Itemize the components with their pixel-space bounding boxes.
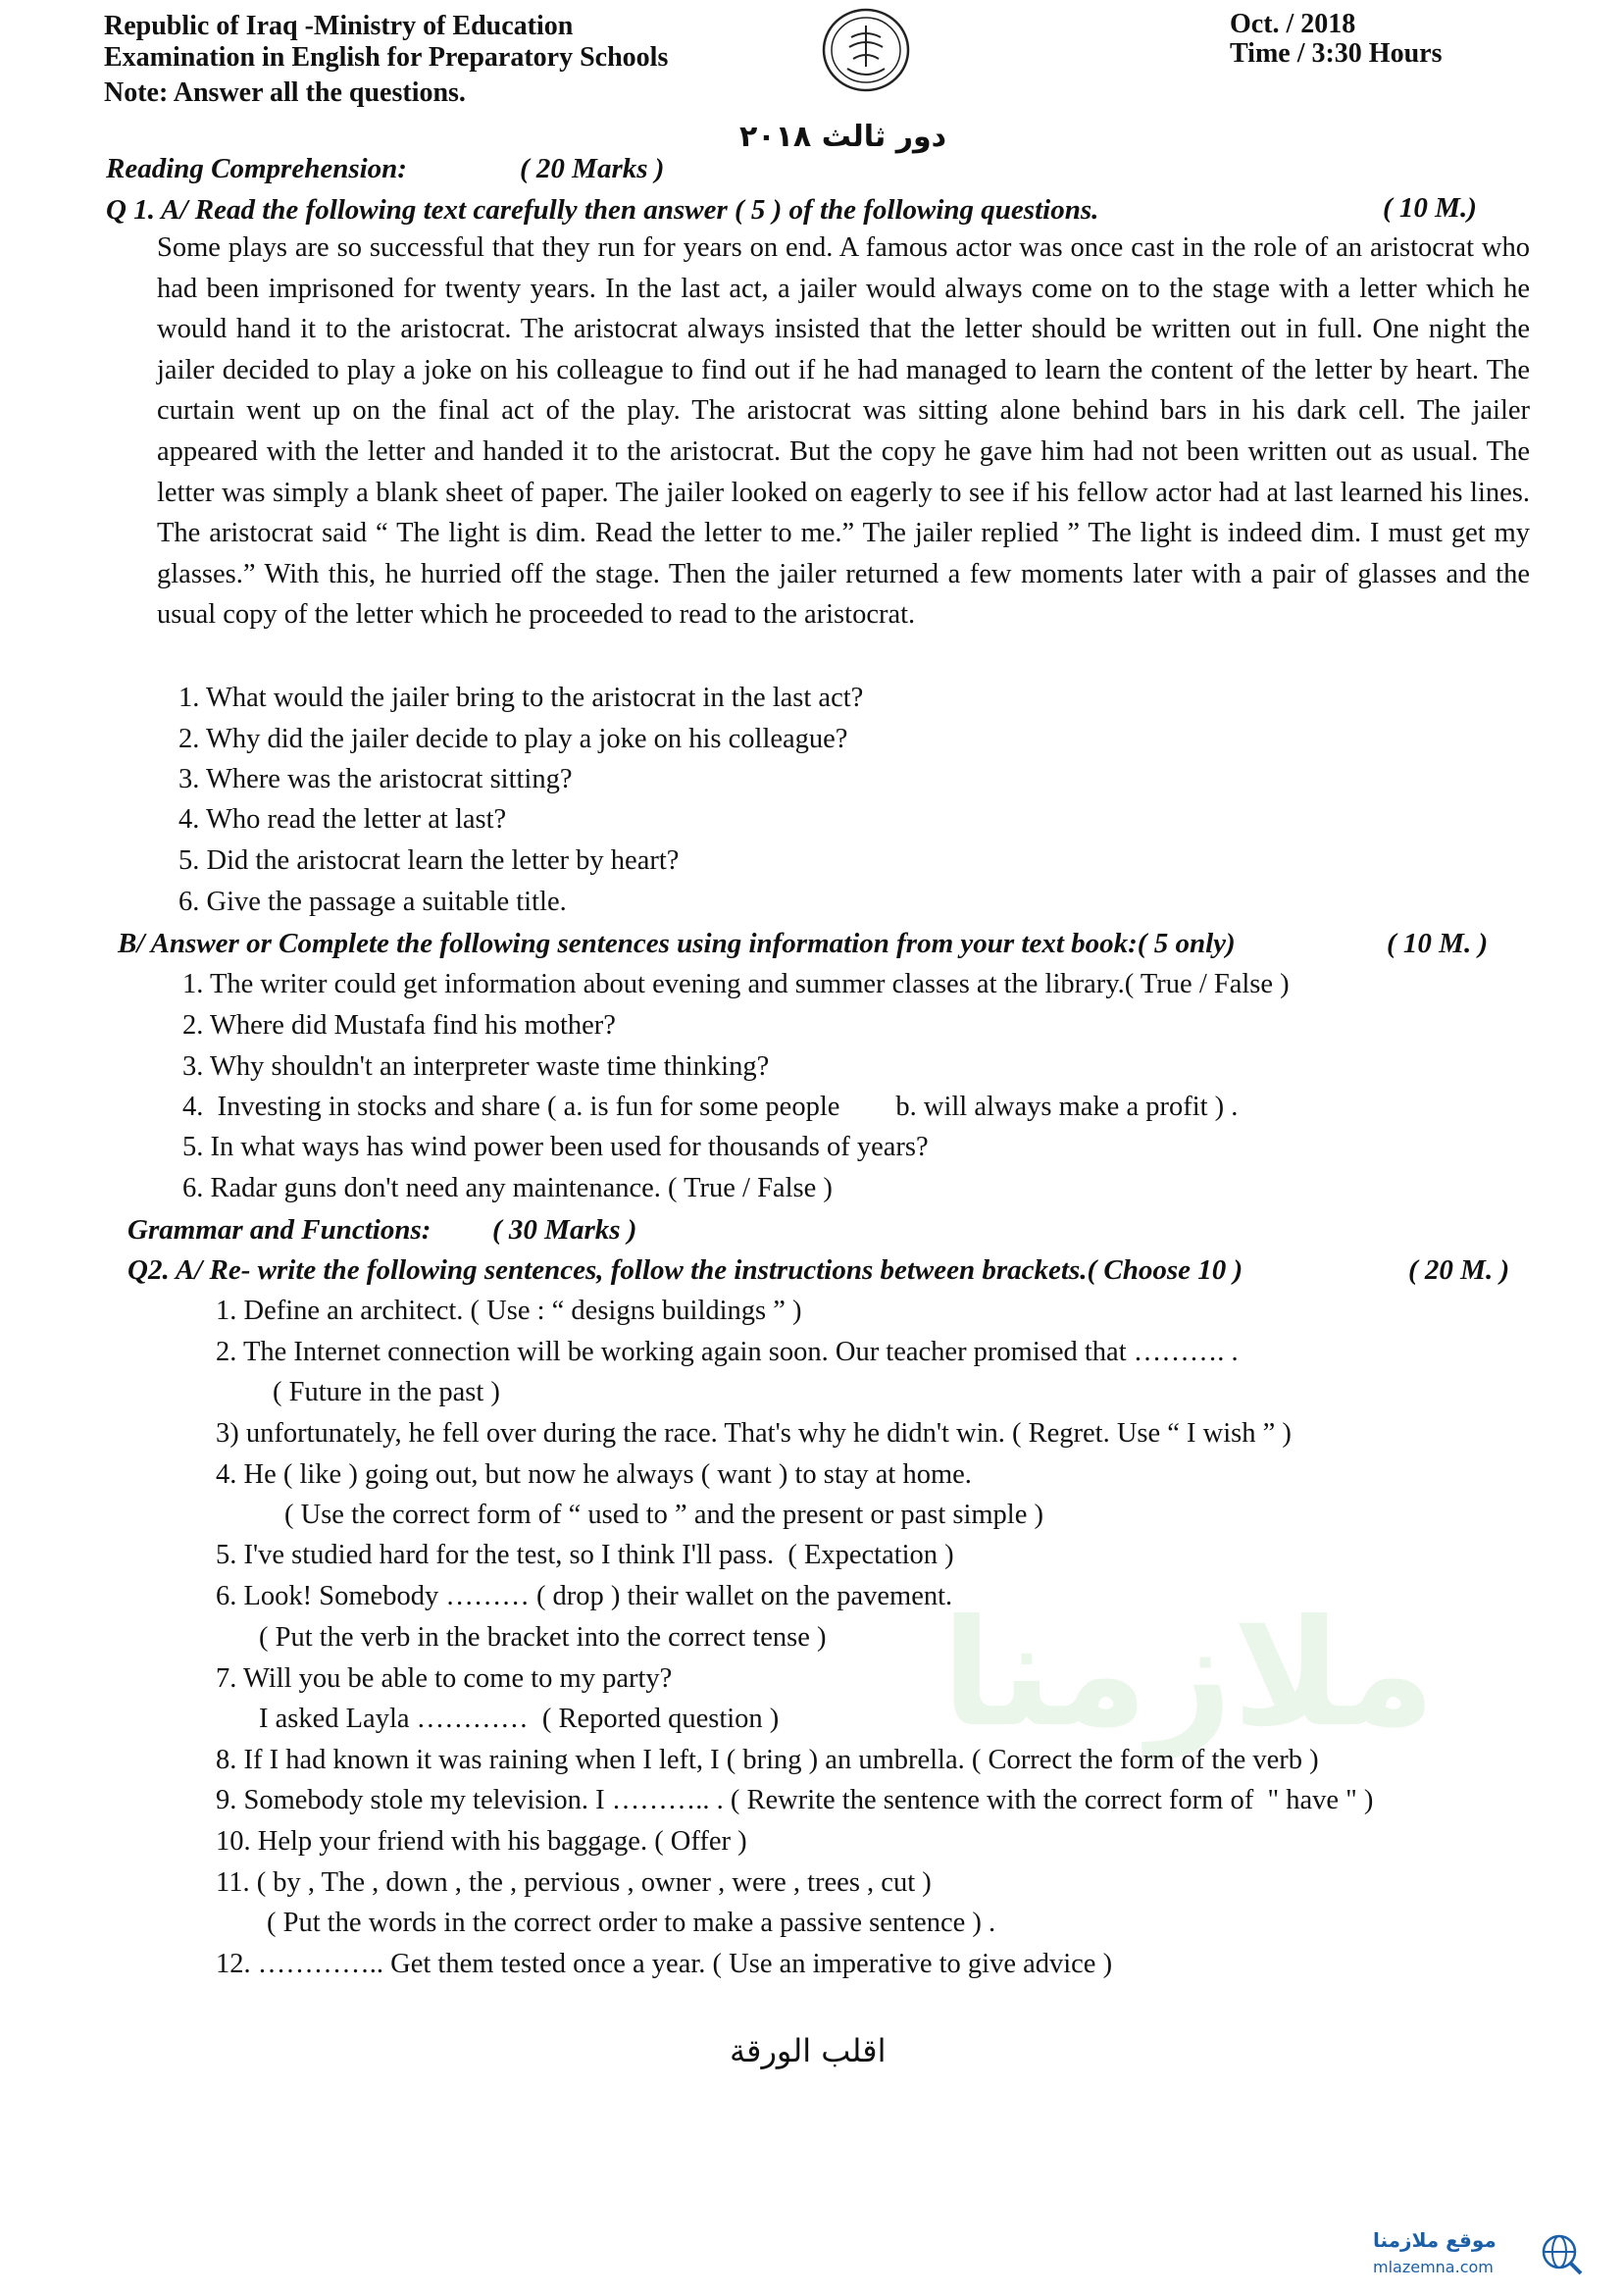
q2a-line: 5. I've studied hard for the test, so I think I'll pass. ( Expectation ): [216, 1540, 954, 1570]
site-logo: [1373, 2228, 1618, 2287]
q2a-line: 1. Define an architect. ( Use : “ designs buildings ” ): [216, 1296, 802, 1326]
q2a-line: 8. If I had known it was raining when I left, I ( bring ) an umbrella. ( Correct the form of the verb ): [216, 1745, 1319, 1775]
q1b-marks: ( 10 M. ): [1387, 928, 1489, 959]
q2a-line: ( Put the words in the correct order to make a passive sentence ) .: [267, 1908, 996, 1938]
header-time: Time / 3:30 Hours: [1230, 38, 1443, 69]
q2a-line: 11. ( by , The , down , the , pervious , owner , were , trees , cut ): [216, 1867, 932, 1898]
globe-icon: [1540, 2232, 1579, 2271]
q1a-marks: ( 10 M.): [1383, 192, 1477, 224]
q1a-question: 5. Did the aristocrat learn the letter by heart?: [178, 845, 680, 876]
iraq-emblem-seal: [822, 8, 910, 92]
site-url: mlazemna.com: [1373, 2258, 1494, 2276]
q1b-item: 3. Why shouldn't an interpreter waste time thinking?: [182, 1051, 770, 1082]
header-ministry: Republic of Iraq -Ministry of Education: [104, 11, 574, 41]
q1a-question: 1. What would the jailer bring to the aristocrat in the last act?: [178, 683, 864, 713]
q2a-line: 3) unfortunately, he fell over during the race. That's why he didn't win. ( Regret. Use “ I wish ” ): [216, 1418, 1292, 1449]
q2a-line: 7. Will you be able to come to my party?: [216, 1663, 673, 1694]
q1b-item: 2. Where did Mustafa find his mother?: [182, 1010, 616, 1041]
watermark: ملازمنا: [941, 1589, 1436, 1759]
q1b-item: 6. Radar guns don't need any maintenance. ( True / False ): [182, 1173, 833, 1203]
turn-page-label: اقلب الورقة: [730, 2032, 887, 2069]
q1a-instruction: Q 1. A/ Read the following text carefully then answer ( 5 ) of the following questions.: [106, 194, 1099, 226]
q2a-line: 12. ………….. Get them tested once a year. ( Use an imperative to give advice ): [216, 1949, 1113, 1979]
q2a-line: 9. Somebody stole my television. I ……….. . ( Rewrite the sentence with the correct form of " have " ): [216, 1785, 1374, 1815]
reading-marks: ( 20 Marks ): [520, 153, 665, 184]
q1b-item: 1. The writer could get information about evening and summer classes at the library.( True / False ): [182, 969, 1290, 999]
q2a-line: 4. He ( like ) going out, but now he always ( want ) to stay at home.: [216, 1459, 972, 1490]
q2a-instruction: Q2. A/ Re- write the following sentences, follow the instructions between brackets.( Choose 10 ): [127, 1254, 1243, 1286]
header-exam-title: Examination in English for Preparatory Schools: [104, 42, 669, 73]
reading-heading: Reading Comprehension:: [106, 153, 407, 184]
q2a-marks: ( 20 M. ): [1408, 1254, 1510, 1286]
q2a-line: ( Put the verb in the bracket into the correct tense ): [259, 1622, 827, 1653]
header-note: Note: Answer all the questions.: [104, 77, 466, 108]
q1a-question: 2. Why did the jailer decide to play a joke on his colleague?: [178, 724, 848, 754]
q2a-line: ( Use the correct form of “ used to ” and the present or past simple ): [284, 1500, 1043, 1530]
reading-passage: Some plays are so successful that they run for years on end. A famous actor was once cast in the role of an aristocrat who had been imprisoned for twenty years. In the last act, a jailer would always come on to the stage with a letter which he would hand it to the aristocrat. The aristocrat always insisted that the letter should be written out in full. One night the jailer decided to play a joke on his colleague to find out if he had managed to learn the content of the letter by heart. The curtain went up on the final act of the play. The aristocrat was sitting alone behind bars in his dark cell. The jailer appeared with the letter and handed it to the aristocrat. But the copy he gave him had not been written out as usual. The letter was simply a blank sheet of paper. The jailer looked on eagerly to see if his fellow actor had at last learned his lines. The aristocrat said “ The light is dim. Read the letter to me.” The jailer replied ” The light is indeed dim. I must get my glasses.” With this, he hurried off the stage. Then the jailer returned a few moments later with a pair of glasses and the usual copy of the letter which he proceeded to read to the aristocrat.: [157, 232, 1530, 631]
q1a-question: 3. Where was the aristocrat sitting?: [178, 764, 573, 794]
q1b-instruction: B/ Answer or Complete the following sentences using information from your text book:( 5 only): [118, 928, 1236, 959]
q1a-question: 4. Who read the letter at last?: [178, 804, 507, 835]
q1b-item: 5. In what ways has wind power been used for thousands of years?: [182, 1132, 929, 1162]
q1a-question: 6. Give the passage a suitable title.: [178, 887, 567, 917]
header-date: Oct. / 2018: [1230, 9, 1356, 39]
site-name-ar: موقع ملازمنا: [1373, 2228, 1497, 2252]
q1b-item: 4. Investing in stocks and share ( a. is fun for some people b. will always make a profit ) .: [182, 1092, 1239, 1122]
grammar-marks: ( 30 Marks ): [492, 1214, 637, 1246]
q2a-line: I asked Layla ………… ( Reported question ): [259, 1704, 780, 1734]
q2a-line: ( Future in the past ): [273, 1377, 500, 1407]
q2a-line: 6. Look! Somebody ……… ( drop ) their wallet on the pavement.: [216, 1581, 953, 1611]
q2a-line: 10. Help your friend with his baggage. ( Offer ): [216, 1826, 747, 1857]
session-label: دور ثالث ٢٠١٨: [739, 120, 947, 154]
grammar-heading: Grammar and Functions:: [127, 1214, 431, 1246]
q2a-line: 2. The Internet connection will be working again soon. Our teacher promised that ………. .: [216, 1337, 1239, 1367]
